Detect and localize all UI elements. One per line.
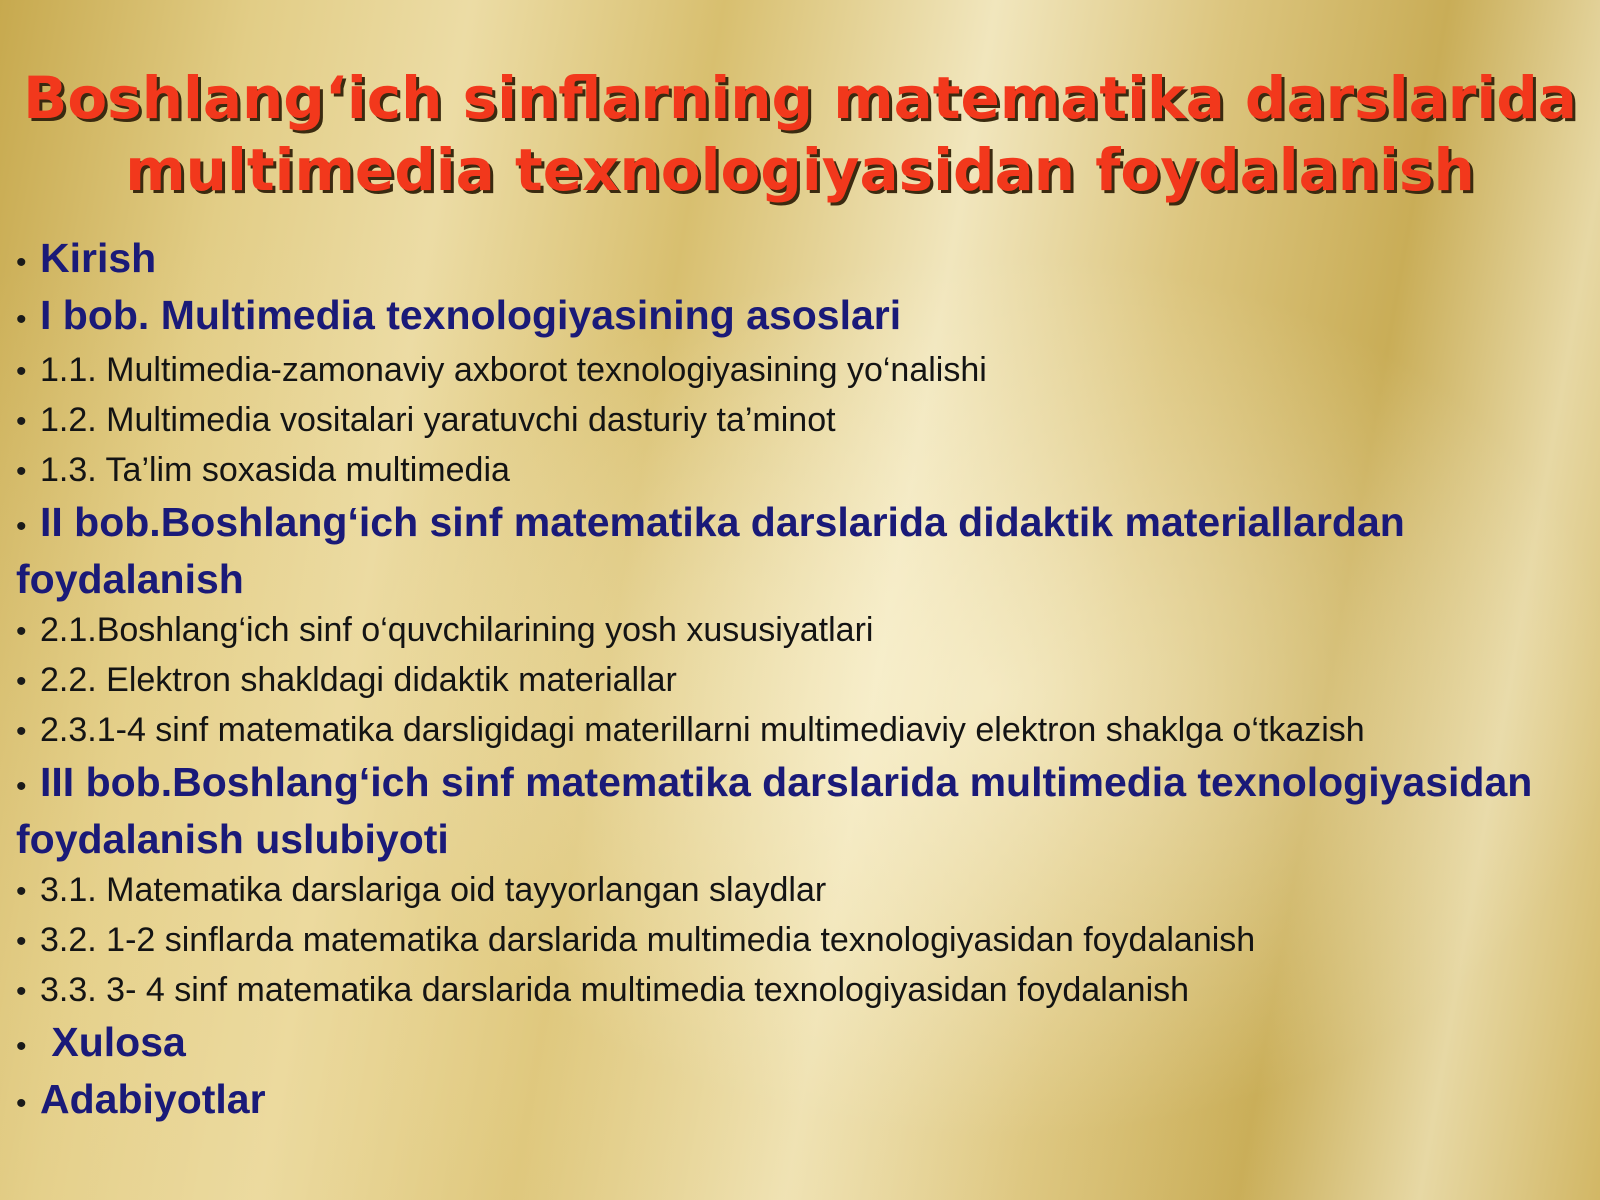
table-of-contents	[16, 232, 1586, 1130]
toc-item-3-1	[16, 866, 1586, 916]
toc-item-2-2	[16, 656, 1586, 706]
toc-item-text: 3.3. 3- 4 sinf matematika darslarida multimedia texnologiyasidan foydalanish	[40, 971, 1190, 1009]
bullet-icon: •	[16, 1030, 27, 1063]
slide-title-line-2: multimedia texnologiyasidan foydalanish	[125, 136, 1475, 204]
toc-item-text: Adabiyotlar	[40, 1076, 266, 1122]
slide-title	[0, 62, 1600, 206]
toc-item-1-1	[16, 346, 1586, 396]
bullet-icon: •	[16, 665, 27, 698]
toc-item-text: 2.3.1-4 sinf matematika darsligidagi materillarni multimediaviy elektron shaklga o‘tkazish	[40, 711, 1365, 749]
bullet-icon: •	[16, 405, 27, 438]
toc-item-2-3	[16, 706, 1586, 756]
toc-item-chapter-2	[16, 496, 1586, 606]
slide-title-line-1: Boshlang‘ich sinflarning matematika darslarida	[23, 64, 1577, 132]
bullet-icon: •	[16, 510, 27, 543]
toc-item-chapter-1	[16, 289, 1586, 346]
toc-item-text: 3.2. 1-2 sinflarda matematika darslarida multimedia texnologiyasidan foydalanish	[40, 921, 1256, 959]
toc-item-kirish	[16, 232, 1586, 289]
toc-item-1-2	[16, 396, 1586, 446]
bullet-icon: •	[16, 355, 27, 388]
toc-item-text: 1.3. Ta’lim soxasida multimedia	[40, 451, 510, 489]
bullet-icon: •	[16, 875, 27, 908]
toc-item-3-3	[16, 966, 1586, 1016]
bullet-icon: •	[16, 246, 27, 279]
toc-item-text: Kirish	[40, 235, 157, 281]
bullet-icon: •	[16, 615, 27, 648]
bullet-icon: •	[16, 975, 27, 1008]
toc-item-text: 1.2. Multimedia vositalari yaratuvchi dasturiy ta’minot	[40, 401, 836, 439]
toc-item-text: 3.1. Matematika darslariga oid tayyorlangan slaydlar	[40, 871, 827, 909]
toc-item-text: 2.1.Boshlang‘ich sinf o‘quvchilarining yosh xususiyatlari	[40, 611, 874, 649]
toc-item-text: II bob.Boshlang‘ich sinf matematika darslarida didaktik materiallardan foydalanish	[16, 499, 1405, 602]
toc-item-adabiyotlar	[16, 1073, 1586, 1130]
bullet-icon: •	[16, 303, 27, 336]
bullet-icon: •	[16, 925, 27, 958]
toc-item-1-3	[16, 446, 1586, 496]
bullet-icon: •	[16, 455, 27, 488]
toc-item-text: Xulosa	[40, 1019, 186, 1065]
toc-item-2-1	[16, 606, 1586, 656]
toc-item-3-2	[16, 916, 1586, 966]
bullet-icon: •	[16, 1087, 27, 1120]
toc-item-text: III bob.Boshlang‘ich sinf matematika darslarida multimedia texnologiyasidan foydalanish uslubiyoti	[16, 759, 1533, 862]
toc-item-text: 1.1. Multimedia-zamonaviy axborot texnologiyasining yo‘nalishi	[40, 351, 987, 389]
toc-item-text: 2.2. Elektron shakldagi didaktik materiallar	[40, 661, 677, 699]
toc-item-text: I bob. Multimedia texnologiyasining asoslari	[40, 292, 902, 338]
toc-item-xulosa	[16, 1016, 1586, 1073]
toc-item-chapter-3	[16, 756, 1586, 866]
bullet-icon: •	[16, 715, 27, 748]
bullet-icon: •	[16, 770, 27, 803]
